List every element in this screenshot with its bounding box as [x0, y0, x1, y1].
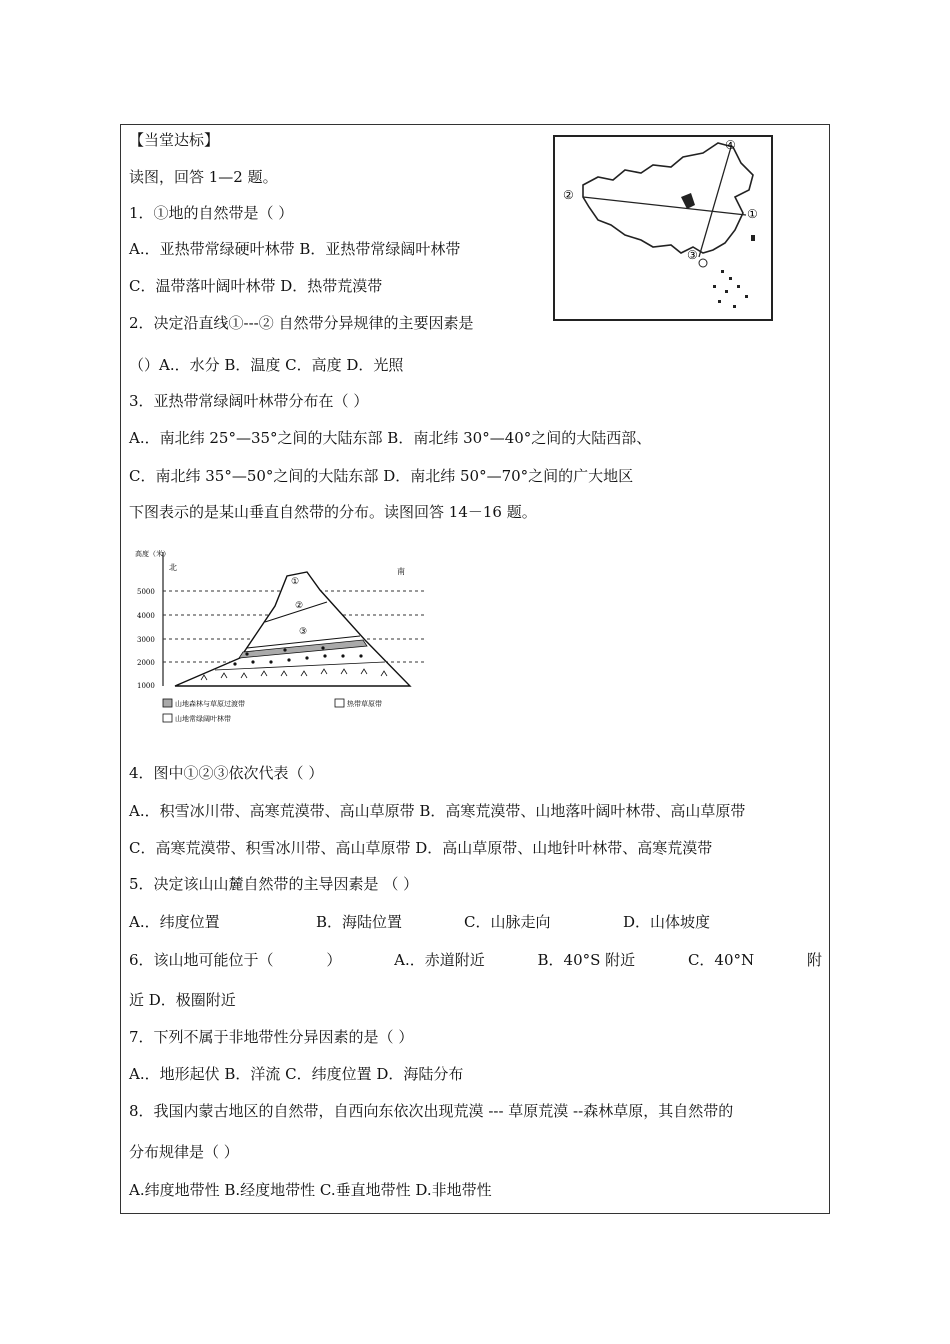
q6-option-c: C．40°N — [687, 951, 755, 969]
map-label-2: ② — [563, 188, 574, 202]
mountain-zonation-figure — [135, 548, 435, 733]
legend-evergreen: 山地常绿阔叶林带 — [175, 715, 231, 723]
q3-stem: 3．亚热带常绿阔叶林带分布在（ ） — [129, 392, 369, 410]
q8-options: A.纬度地带性 B.经度地带性 C.垂直地带性 D.非地带性 — [129, 1181, 492, 1199]
north-label: 北 — [169, 563, 177, 572]
chart-legend — [163, 699, 382, 723]
zone-label-3: ③ — [299, 627, 308, 637]
map-label-1: ① — [747, 207, 758, 221]
south-label: 南 — [397, 567, 405, 576]
intro-text: 读图，回答 1—2 题。 — [129, 168, 278, 186]
map-border — [554, 136, 772, 320]
q8-continuation: 分布规律是（ ） — [129, 1143, 239, 1161]
q6-paren: ） — [326, 951, 342, 969]
q2-stem: 2．决定沿直线①---② 自然带分异规律的主要因素是 — [129, 314, 474, 332]
mountain-outline — [175, 572, 410, 686]
q6-option-a: A.．赤道附近 — [394, 951, 485, 969]
section-title: 【当堂达标】 — [129, 131, 220, 149]
y-tick-2000: 2000 — [137, 659, 155, 667]
q7-stem: 7．下列不属于非地带性分异因素的是（ ） — [129, 1028, 414, 1046]
y-tick-5000: 5000 — [137, 588, 155, 596]
q6-option-b: B．40°S 附近 — [537, 951, 636, 969]
zone-label-2: ② — [295, 601, 304, 611]
q3-options-cd: C．南北纬 35°—50°之间的大陆东部 D．南北纬 50°—70°之间的广大地区 — [129, 467, 634, 485]
y-ticks — [137, 588, 155, 690]
q6-continuation: 近 D．极圈附近 — [129, 991, 236, 1009]
mountain-intro: 下图表示的是某山垂直自然带的分布。读图回答 14－16 题。 — [129, 503, 537, 521]
map-label-4: ④ — [725, 138, 736, 152]
q1-stem: 1．①地的自然带是（ ） — [129, 204, 294, 222]
q6-stem: 6．该山地可能位于（ — [129, 951, 274, 969]
q6-option-c-end: 附 — [806, 951, 822, 969]
q4-stem: 4．图中①②③依次代表（ ） — [129, 764, 324, 782]
q1-options-cd: C．温带落叶阔叶林带 D．热带荒漠带 — [129, 277, 383, 295]
q5-option-b: B．海陆位置 — [316, 913, 403, 931]
q8-stem: 8．我国内蒙古地区的自然带，自西向东依次出现荒漠 --- 草原荒漠 --森林草原，其自然带的 — [129, 1102, 734, 1120]
q3-options-ab: A.．南北纬 25°—35°之间的大陆东部 B．南北纬 30°—40°之间的大陆西部、 — [129, 429, 652, 447]
y-tick-4000: 4000 — [137, 612, 155, 620]
zone-label-1: ① — [291, 577, 300, 587]
q4-options-cd: C．高寒荒漠带、积雪冰川带、高山草原带 D．高山草原带、山地针叶林带、高寒荒漠带 — [129, 839, 713, 857]
y-tick-3000: 3000 — [137, 636, 155, 644]
q4-options-ab: A.．积雪冰川带、高寒荒漠带、高山草原带 B．高寒荒漠带、山地落叶阔叶林带、高山草原带 — [129, 802, 746, 820]
legend-savanna: 热带草原带 — [347, 700, 382, 708]
q5-stem: 5．决定该山山麓自然带的主导因素是 （ ） — [129, 875, 419, 893]
q7-options: A.．地形起伏 B．洋流 C．纬度位置 D．海陆分布 — [129, 1065, 464, 1083]
q2-options: （）A.．水分 B．温度 C．高度 D．光照 — [129, 356, 404, 374]
y-axis-label: 高度（米） — [135, 550, 170, 558]
legend-transition: 山地森林与草原过渡带 — [175, 700, 245, 708]
q5-option-c: C．山脉走向 — [464, 913, 551, 931]
q5-option-a: A.．纬度位置 — [129, 913, 220, 931]
q5-option-d: D．山体坡度 — [623, 913, 711, 931]
map-label-3: ③ — [687, 248, 698, 262]
q1-options-ab: A.．亚热带常绿硬叶林带 B．亚热带常绿阔叶林带 — [129, 240, 461, 258]
y-tick-1000: 1000 — [137, 682, 155, 690]
q6-line — [129, 950, 822, 970]
china-map-figure — [553, 135, 773, 321]
